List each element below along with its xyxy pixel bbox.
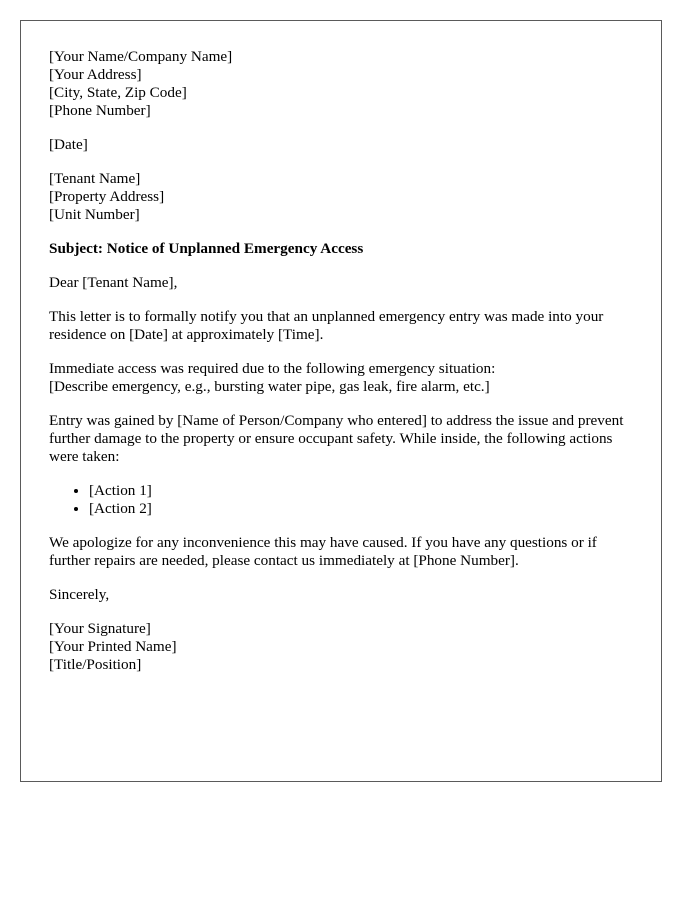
title-position: [Title/Position]	[49, 656, 142, 673]
body-paragraph-4: We apologize for any inconvenience this may have caused. If you have any questions or if further repairs are needed, please contact us immediately at [Phone Number].	[49, 534, 597, 569]
date-block	[49, 136, 633, 154]
sender-city-state-zip: [City, State, Zip Code]	[49, 84, 187, 101]
recipient-block	[49, 170, 633, 224]
signature-placeholder: [Your Signature]	[49, 620, 151, 637]
subject-line: Subject: Notice of Unplanned Emergency Access	[49, 240, 364, 257]
emergency-description: [Describe emergency, e.g., bursting water pipe, gas leak, fire alarm, etc.]	[49, 378, 490, 395]
body-paragraph-1: This letter is to formally notify you that an unplanned emergency entry was made into your residence on [Date] at approximately [Time].	[49, 308, 604, 343]
signature-block	[49, 620, 633, 674]
recipient-property-address: [Property Address]	[49, 188, 165, 205]
closing: Sincerely,	[49, 586, 110, 603]
recipient-unit: [Unit Number]	[49, 206, 140, 223]
emergency-intro: Immediate access was required due to the following emergency situation:	[49, 360, 496, 377]
letter-page	[20, 20, 662, 782]
recipient-name: [Tenant Name]	[49, 170, 141, 187]
list-item: • [Action 2]	[89, 500, 633, 518]
printed-name: [Your Printed Name]	[49, 638, 177, 655]
sender-block	[49, 48, 633, 120]
list-item: • [Action 1]	[89, 482, 633, 500]
actions-list	[49, 482, 633, 518]
letter-date: [Date]	[49, 136, 88, 153]
body-paragraph-2	[49, 360, 633, 396]
sender-name: [Your Name/Company Name]	[49, 48, 233, 65]
sender-phone: [Phone Number]	[49, 102, 151, 119]
body-paragraph-3: Entry was gained by [Name of Person/Company who entered] to address the issue and prevent further damage to the property or ensure occupant safety. While inside, the following actions were taken:	[49, 412, 624, 465]
sender-address: [Your Address]	[49, 66, 142, 83]
salutation: Dear [Tenant Name],	[49, 274, 178, 291]
